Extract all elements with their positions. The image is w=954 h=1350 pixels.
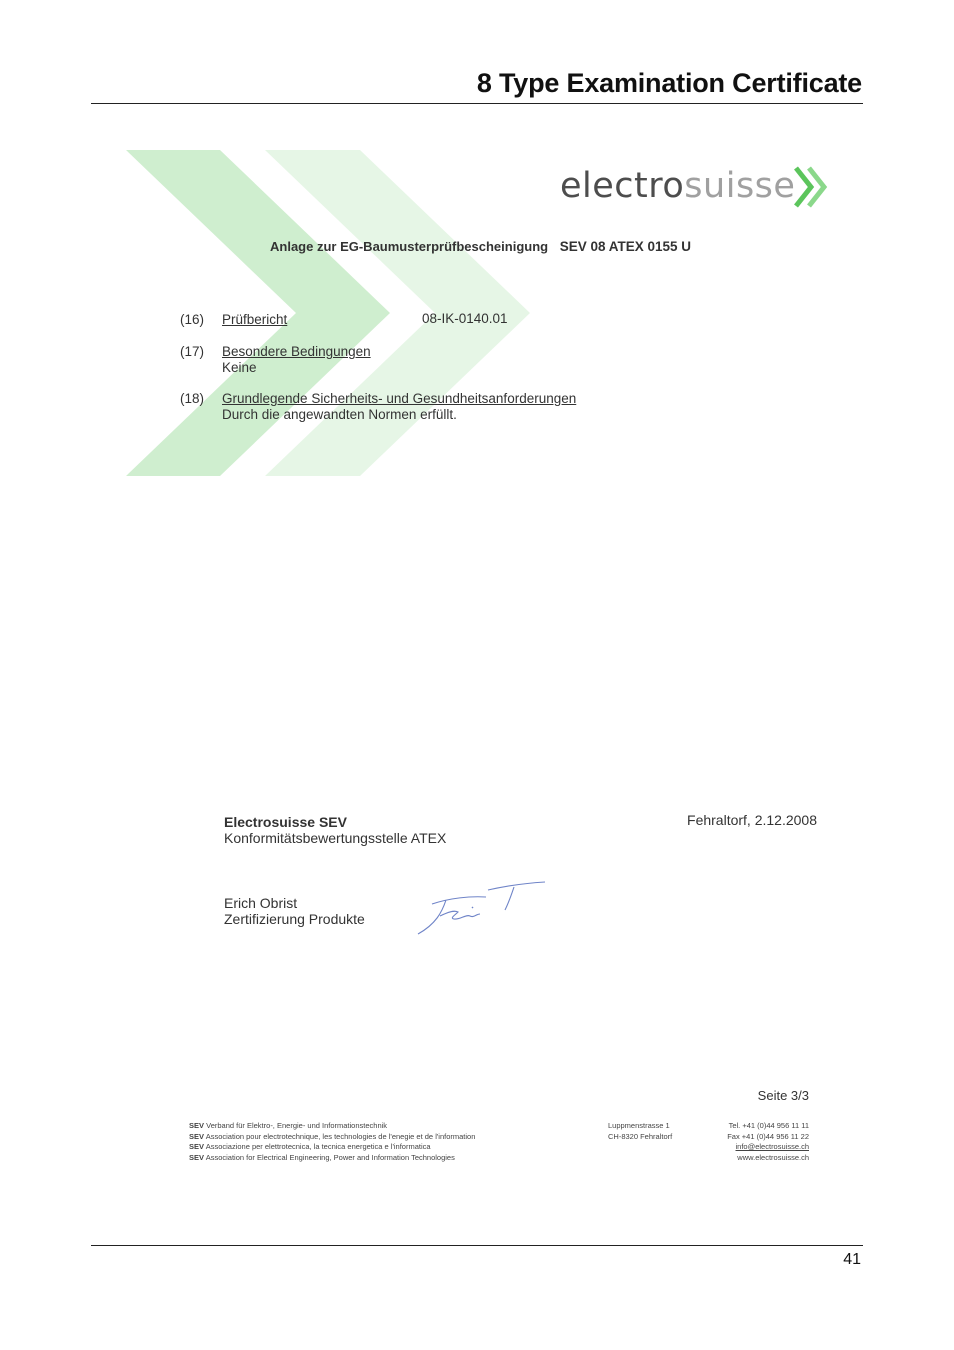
- footer-rule: [91, 1245, 863, 1246]
- contact-tel: Tel. +41 (0)44 956 11 11: [728, 1121, 809, 1130]
- footer-contact: [727, 1121, 809, 1163]
- item-number: (18): [180, 391, 205, 406]
- footer-organizations: [189, 1121, 475, 1163]
- item-text: Keine: [222, 360, 257, 375]
- address-street: Luppmenstrasse 1: [608, 1121, 670, 1130]
- header-rule: [91, 103, 863, 104]
- footer-org-line: SEV Verband für Elektro-, Energie- und Informationstechnik: [189, 1121, 388, 1130]
- certificate-scan: [100, 140, 860, 1200]
- footer-org-line: SEV Association pour electrotechnique, les technologies de l'enegie et de l'information: [189, 1131, 476, 1141]
- item-title: Besondere Bedingungen: [222, 344, 371, 359]
- certificate-number: SEV 08 ATEX 0155 U: [559, 239, 692, 254]
- logo-text-suisse: suisse: [684, 166, 796, 206]
- contact-email: info@electrosuisse.ch: [735, 1142, 809, 1152]
- item-number: (17): [180, 344, 205, 359]
- contact-web: www.electrosuisse.ch: [737, 1152, 809, 1162]
- place-date: Fehraltorf, 2.12.2008: [687, 812, 817, 828]
- item-number: (16): [180, 312, 205, 327]
- signer-name: Erich Obrist: [224, 895, 298, 911]
- annex-line: [270, 239, 691, 254]
- annex-label: Anlage zur EG-Baumusterprüfbescheinigung: [270, 239, 549, 254]
- footer-address: [608, 1121, 672, 1142]
- logo-text-electro: electro: [560, 166, 685, 206]
- address-city: CH-8320 Fehraltorf: [608, 1131, 673, 1141]
- test-report-number: 08-IK-0140.01: [422, 311, 508, 326]
- item-text: Durch die angewandten Normen erfüllt.: [222, 407, 457, 422]
- footer-org-line: SEV Association for Electrical Engineering, Power and Information Technologies: [189, 1152, 455, 1162]
- contact-fax: Fax +41 (0)44 956 11 22: [727, 1131, 809, 1141]
- footer-org-line: SEV Associazione per elettrotecnica, la tecnica energetica e l'informatica: [189, 1142, 431, 1152]
- page-of: Seite 3/3: [757, 1088, 809, 1103]
- logo-chevron-icon: [792, 164, 832, 210]
- item-title: Grundlegende Sicherheits- und Gesundheitsanforderungen: [222, 391, 577, 406]
- page-title: 8 Type Examination Certificate: [476, 68, 862, 98]
- signature-icon: [410, 876, 550, 936]
- issuer-org: Electrosuisse SEV: [224, 814, 347, 830]
- item-title: Prüfbericht: [222, 312, 288, 327]
- signer-role: Zertifizierung Produkte: [224, 911, 365, 927]
- page-number: 41: [843, 1251, 861, 1268]
- issuer-body: Konformitätsbewertungsstelle ATEX: [224, 830, 447, 846]
